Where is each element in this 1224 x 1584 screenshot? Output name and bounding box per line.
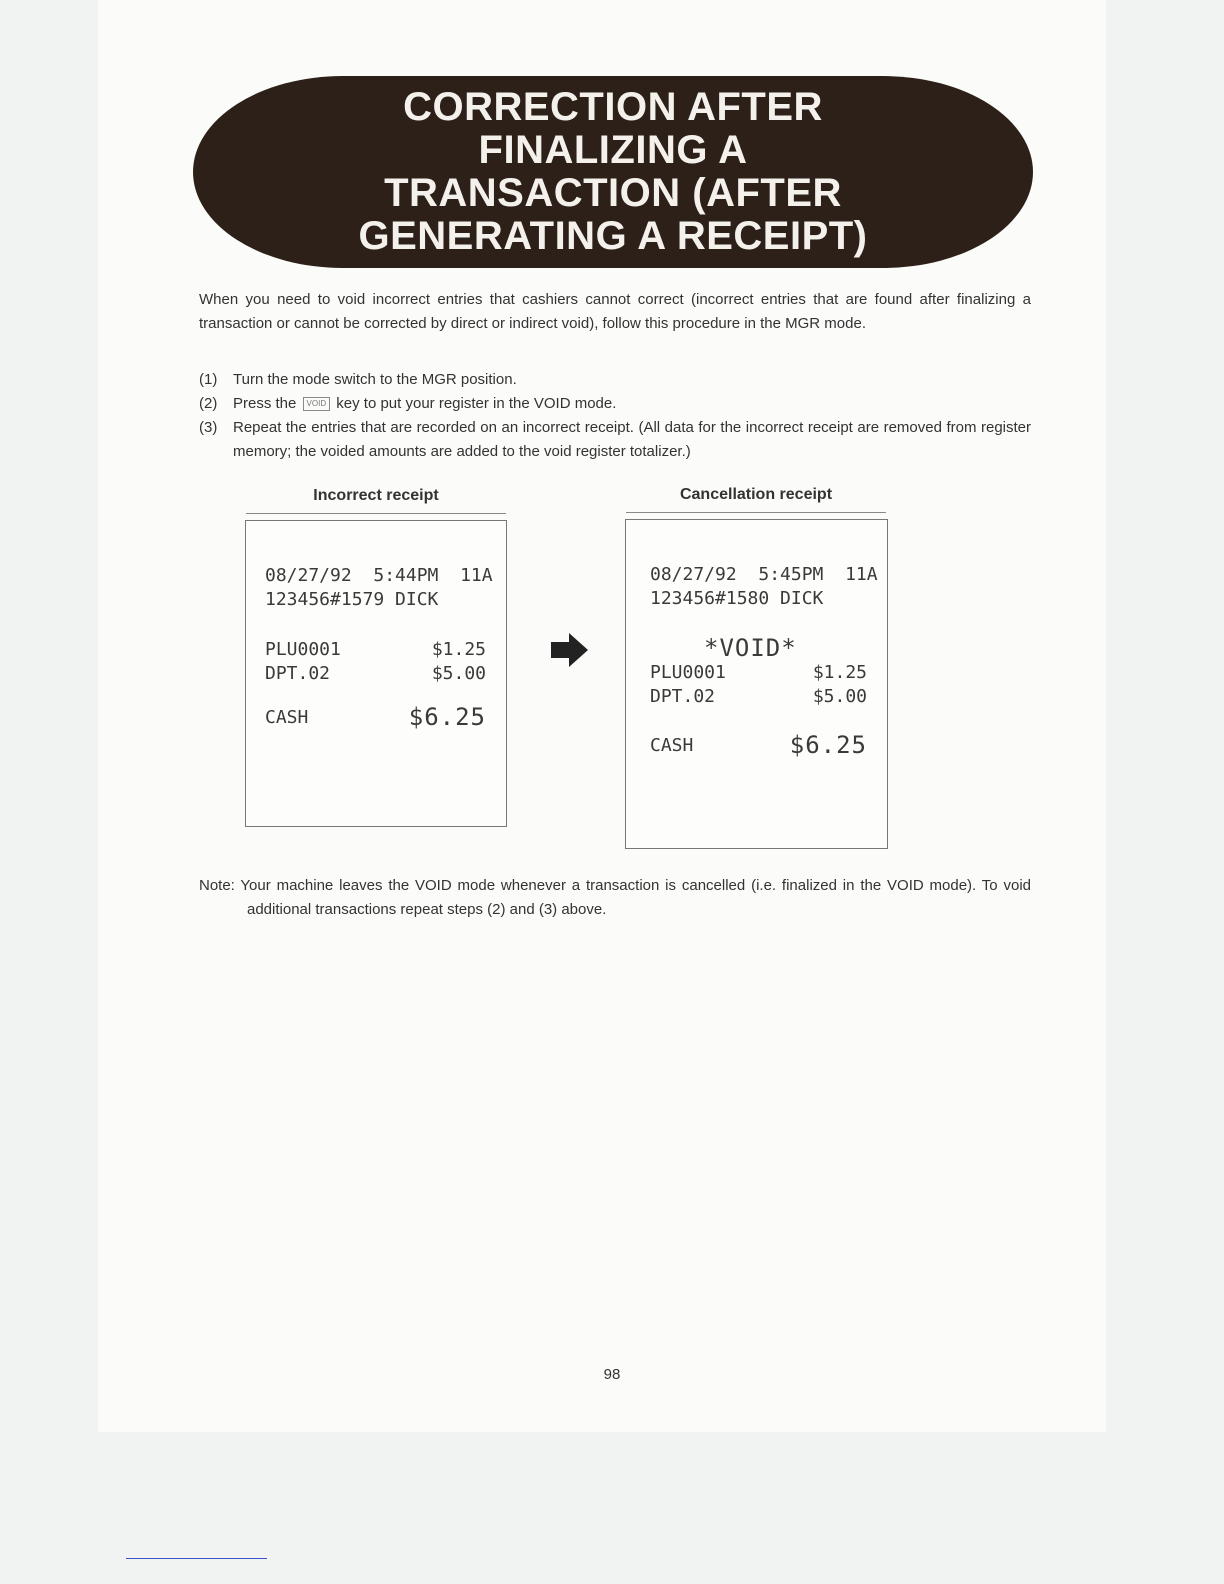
title-banner bbox=[193, 76, 1033, 268]
receipt-total-name: CASH bbox=[265, 707, 309, 728]
receipt-date-line: 08/27/92 5:44PM 11A bbox=[265, 565, 493, 586]
cancellation-receipt bbox=[625, 519, 888, 849]
void-key-icon: VOID bbox=[303, 397, 331, 411]
incorrect-receipt bbox=[245, 520, 507, 827]
receipt-item-amount: $1.25 bbox=[812, 662, 867, 683]
receipt-date-line: 08/27/92 5:45PM 11A bbox=[650, 564, 878, 585]
title-line-4: GENERATING A RECEIPT) bbox=[358, 214, 868, 258]
title-line-1: CORRECTION AFTER bbox=[403, 85, 823, 129]
receipt-id-line: 123456#1579 DICK bbox=[265, 589, 439, 610]
receipt-item-amount: $5.00 bbox=[812, 686, 867, 707]
step-text: Repeat the entries that are recorded on an incorrect receipt. (All data for the incorrect receipt are removed from register memory; the voided amounts are added to the void register totalizer.) bbox=[233, 419, 1031, 460]
receipt-id-line: 123456#1580 DICK bbox=[650, 588, 824, 609]
step-text-post: key to put your register in the VOID mode. bbox=[336, 395, 617, 412]
right-arrow-icon bbox=[551, 633, 589, 667]
page-number: 98 bbox=[603, 1366, 621, 1383]
cancellation-receipt-title: Cancellation receipt bbox=[626, 486, 886, 513]
step-number: (1) bbox=[199, 371, 218, 388]
step-number: (3) bbox=[199, 419, 218, 436]
step-2 bbox=[199, 392, 1031, 416]
step-text-pre: Press the bbox=[233, 395, 297, 412]
footer-link-underline[interactable] bbox=[126, 1558, 267, 1559]
incorrect-receipt-title: Incorrect receipt bbox=[246, 487, 506, 514]
step-number: (2) bbox=[199, 395, 218, 412]
receipt-item-amount: $5.00 bbox=[431, 663, 486, 684]
receipt-item-amount: $1.25 bbox=[431, 639, 486, 660]
receipt-item-name: PLU0001 bbox=[650, 662, 726, 683]
note-paragraph: Note: Your machine leaves the VOID mode whenever a transaction is cancelled (i.e. finalized in the VOID mode). To void additional transactions repeat steps (2) and (3) above. bbox=[199, 877, 1031, 918]
receipt-item-name: DPT.02 bbox=[650, 686, 716, 707]
step-text: Turn the mode switch to the MGR position. bbox=[233, 371, 517, 388]
step-3 bbox=[199, 416, 1031, 464]
intro-paragraph: When you need to void incorrect entries that cashiers cannot correct (incorrect entries that are found after finalizing a transaction or cannot be corrected by direct or indirect void), follow this procedure in the MGR mode. bbox=[199, 291, 1031, 332]
receipt-item-name: DPT.02 bbox=[265, 663, 331, 684]
title-line-2: FINALIZING A bbox=[478, 128, 748, 172]
receipt-total-amount: $6.25 bbox=[789, 731, 867, 759]
receipt-total-name: CASH bbox=[650, 735, 694, 756]
title-line-3: TRANSACTION (AFTER bbox=[384, 171, 842, 215]
receipt-total-amount: $6.25 bbox=[408, 703, 486, 731]
step-1 bbox=[199, 368, 1031, 392]
receipt-item-name: PLU0001 bbox=[265, 639, 341, 660]
receipt-void-label: *VOID* bbox=[704, 634, 797, 662]
procedure-steps bbox=[199, 368, 1031, 464]
